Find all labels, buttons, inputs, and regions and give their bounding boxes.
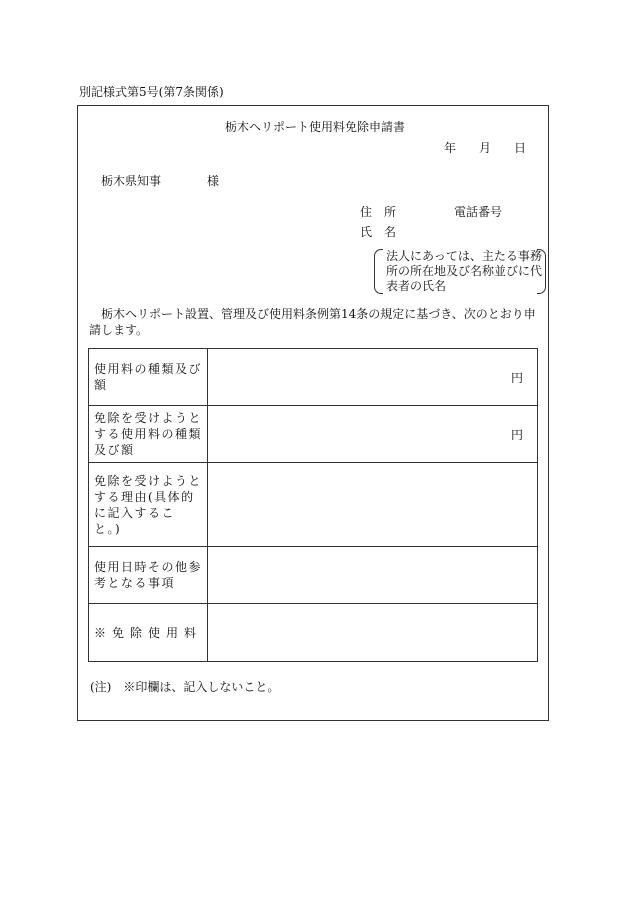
table-row [89, 604, 538, 662]
exemption-reason-label: 免除を受けようとする理由(具体的に記入すること。) [89, 463, 208, 547]
phone-label: 電話番号 [454, 205, 503, 219]
date-year: 年 [444, 141, 457, 155]
fee-type-amount-field[interactable]: 円 [208, 349, 538, 406]
table-row [89, 349, 538, 406]
exemption-reason-field[interactable] [208, 463, 538, 547]
application-table [88, 348, 538, 662]
left-bracket [374, 249, 383, 294]
addressee-name: 栃木県知事 [101, 174, 162, 188]
exempted-fee-field[interactable] [208, 604, 538, 662]
corporate-note-text: 法人にあっては、主たる事務所の所在地及び名称並びに代表者の氏名 [386, 249, 543, 293]
application-statement: 栃木ヘリポート設置、管理及び使用料条例第14条の規定に基づき、次のとおり申請します。 [89, 307, 536, 337]
table-row [89, 463, 538, 547]
corporate-note [374, 249, 546, 294]
exempt-fee-type-amount-label: 免除を受けようとする使用料の種類及び額 [89, 406, 208, 463]
usage-date-reference-label: 使用日時その他参考となる事項 [89, 547, 208, 604]
footnote: (注) ※印欄は、記入しないこと。 [90, 680, 280, 694]
table-row [89, 406, 538, 463]
exempt-fee-type-amount-field[interactable]: 円 [208, 406, 538, 463]
exempted-fee-label: ※免除使用料 [89, 604, 208, 662]
right-bracket [537, 249, 546, 294]
table-row [89, 547, 538, 604]
date-month: 月 [479, 141, 492, 155]
form-title: 栃木ヘリポート使用料免除申請書 [224, 120, 405, 134]
date-day: 日 [514, 141, 527, 155]
address-label: 住 所 [360, 205, 397, 219]
addressee-honorific: 様 [207, 174, 220, 188]
fee-type-amount-label: 使用料の種類及び額 [89, 349, 208, 406]
form-number-label: 別記様式第5号(第7条関係) [79, 85, 224, 99]
usage-date-reference-field[interactable] [208, 547, 538, 604]
name-label: 氏 名 [360, 225, 397, 239]
